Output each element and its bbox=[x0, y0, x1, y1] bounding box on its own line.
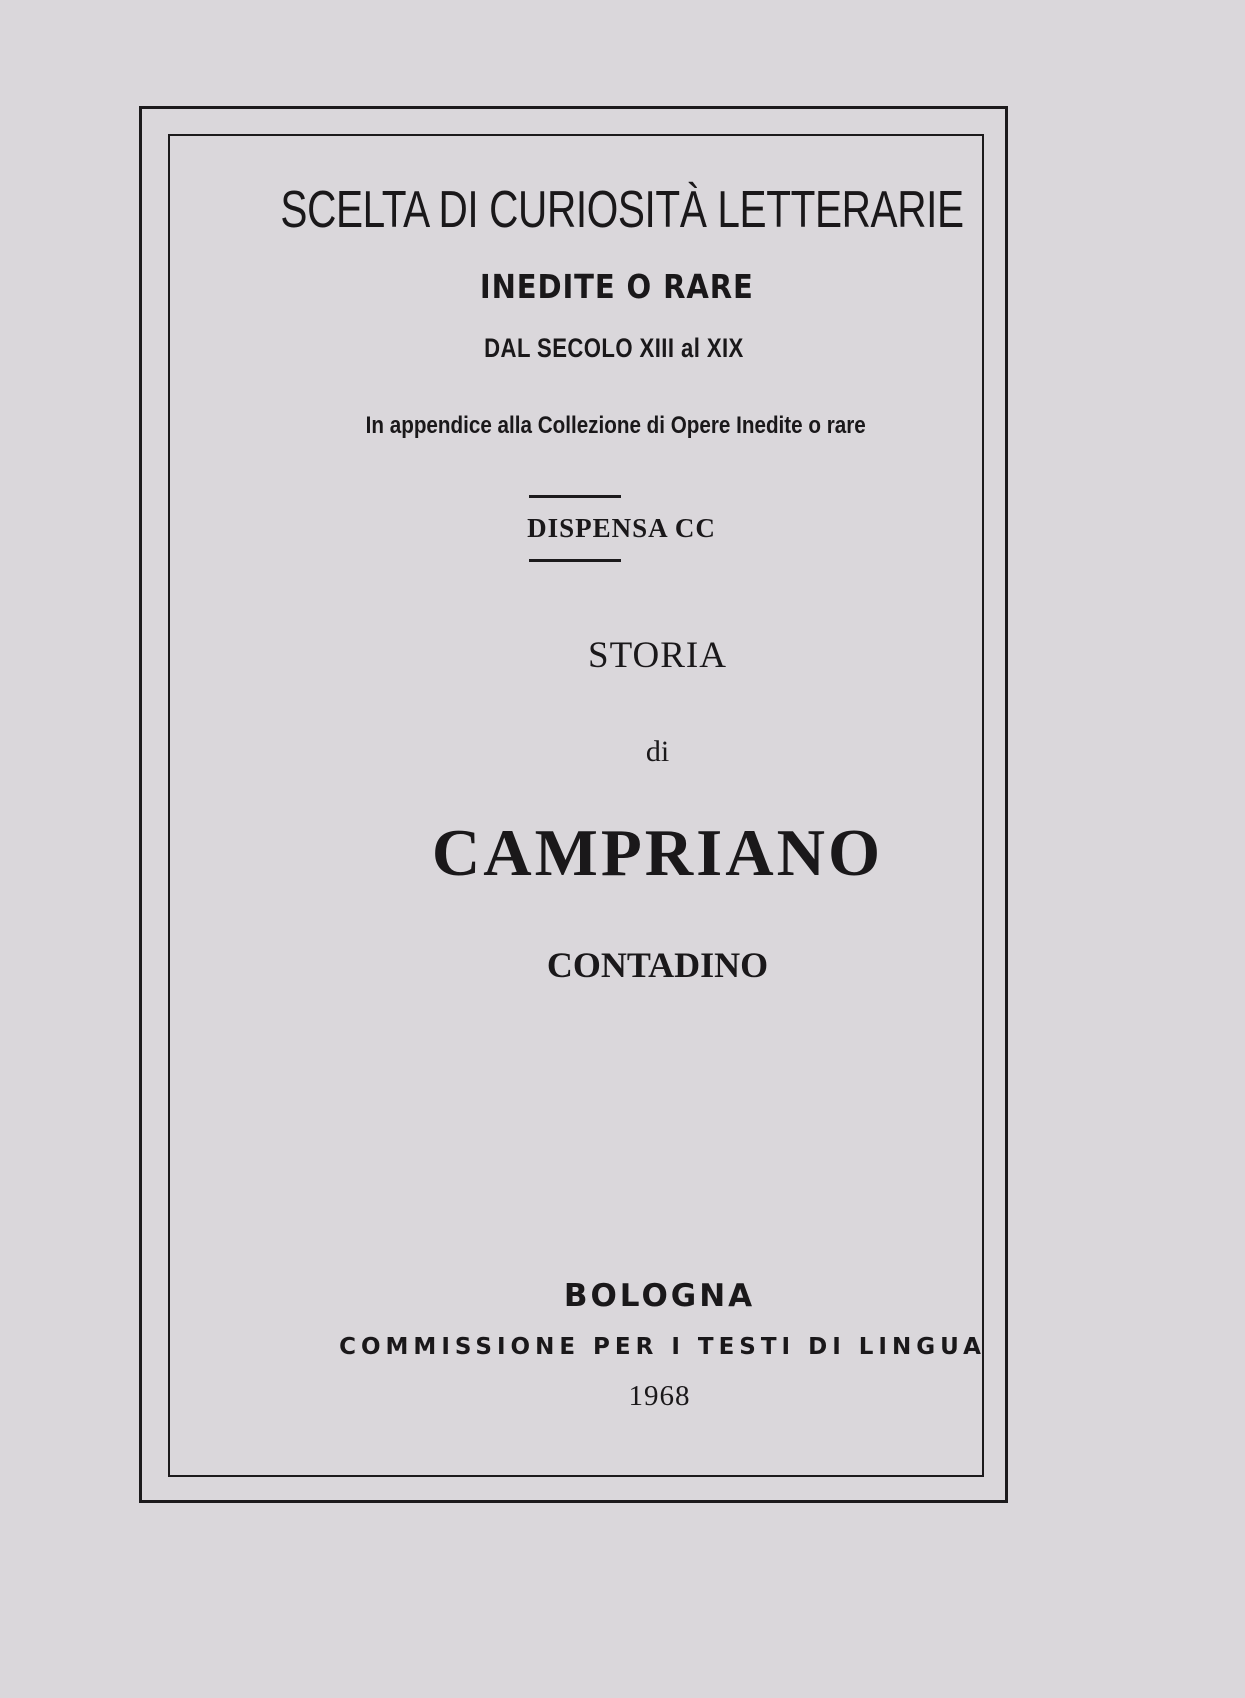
series-title: SCELTA DI CURIOSITÀ LETTERARIE bbox=[280, 181, 964, 239]
series-subtitle: INEDITE O RARE bbox=[479, 267, 754, 306]
divider-rule-bottom bbox=[529, 559, 621, 562]
title-main: CAMPRIANO bbox=[431, 816, 884, 890]
title-storia: STORIA bbox=[588, 635, 727, 676]
series-range: DAL SECOLO XIII al XIX bbox=[484, 333, 744, 363]
title-contadino: CONTADINO bbox=[546, 945, 769, 985]
series-appendix: In appendice alla Collezione di Opere Inedite o rare bbox=[365, 412, 866, 439]
title-di: di bbox=[645, 735, 670, 768]
publisher-name: COMMISSIONE PER I TESTI DI LINGUA bbox=[339, 1334, 986, 1360]
divider-rule-top bbox=[529, 495, 621, 498]
publication-year: 1968 bbox=[628, 1380, 691, 1412]
dispensa-number: DISPENSA CC bbox=[527, 513, 716, 543]
publication-place: BOLOGNA bbox=[563, 1278, 756, 1314]
